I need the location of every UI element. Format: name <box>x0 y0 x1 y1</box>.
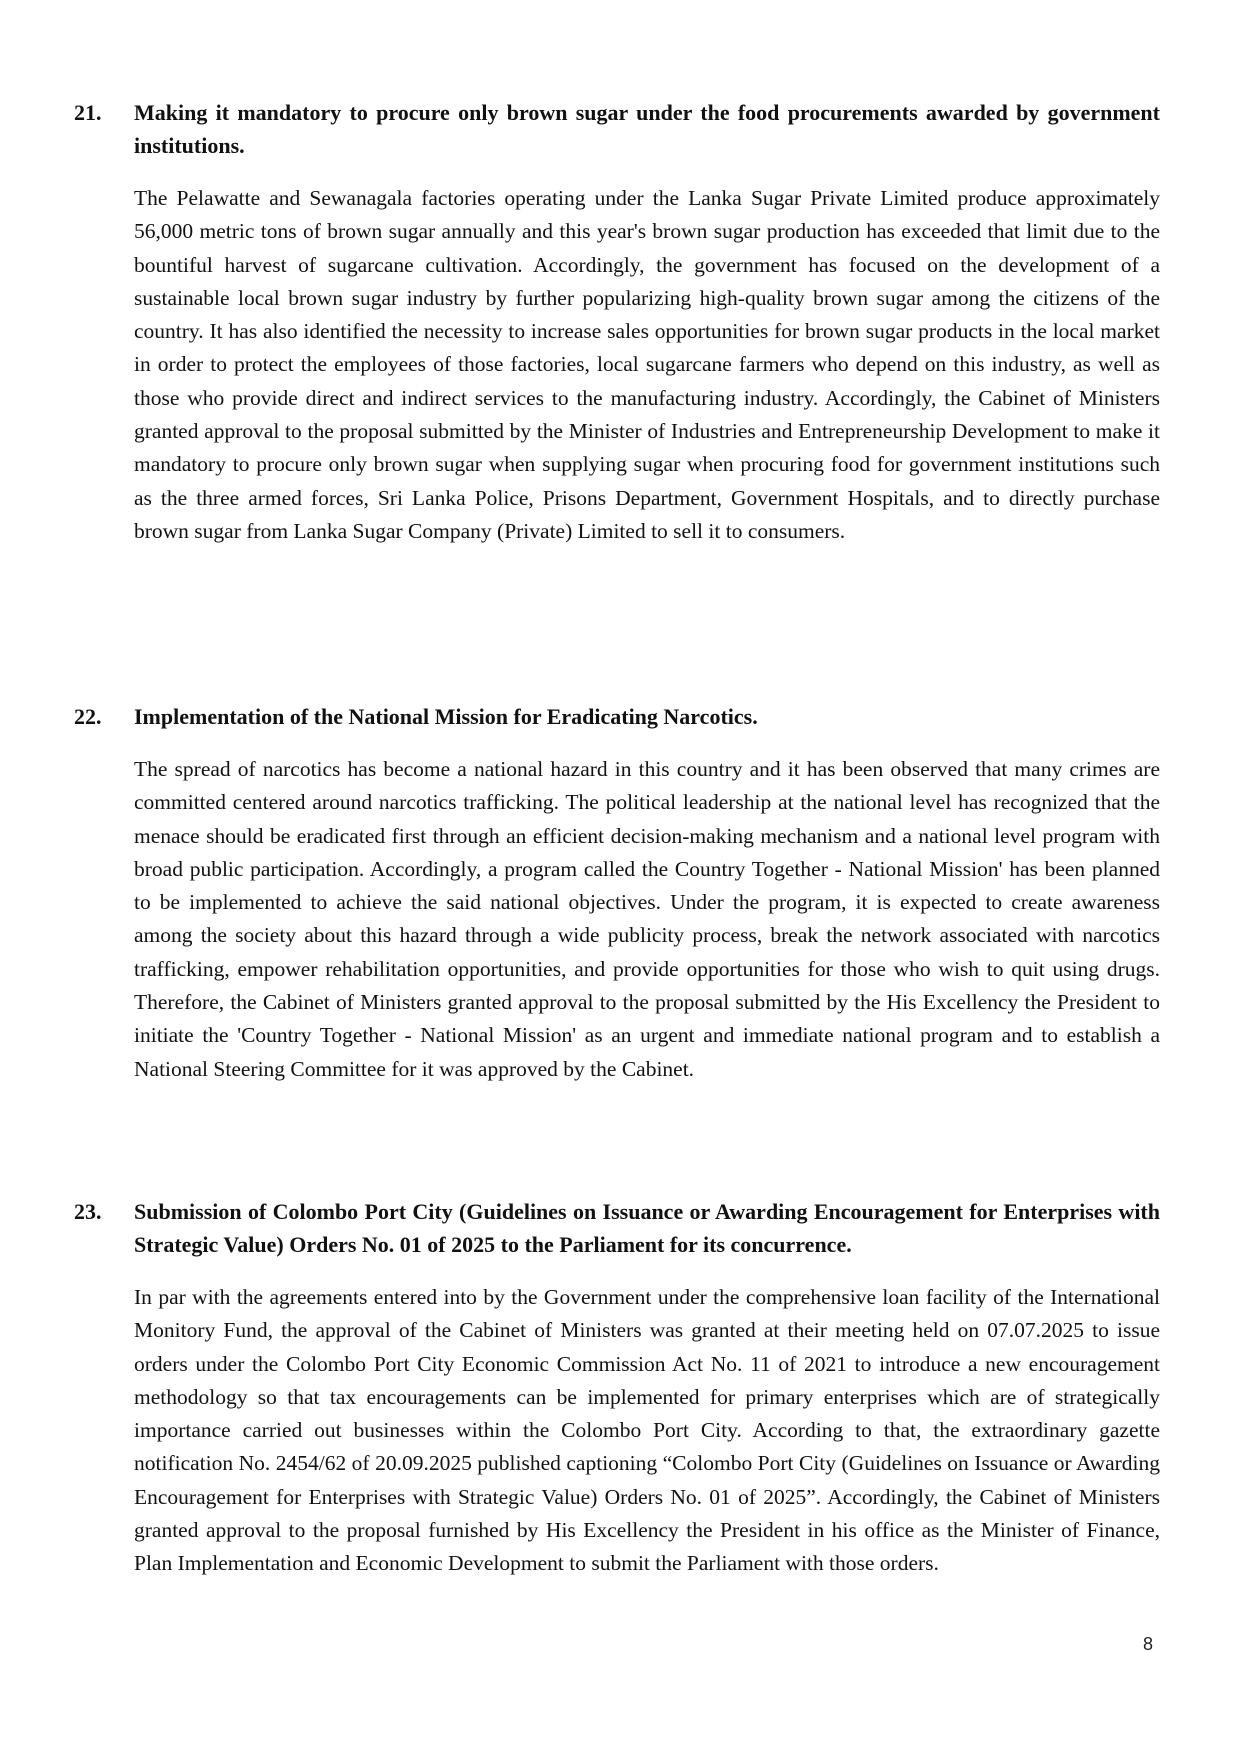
section-number: 21. <box>74 100 102 125</box>
section-title: Making it mandatory to procure only brown sugar under the food procurements awarded by government institutions. <box>134 100 1160 158</box>
section-number: 23. <box>74 1199 102 1224</box>
section-title: Submission of Colombo Port City (Guidelines on Issuance or Awarding Encouragement for Enterprises with Strategic Value) Orders No. 01 of 2025 to the Parliament for its concurrence. <box>134 1199 1160 1257</box>
section-heading <box>74 700 1160 733</box>
section-heading <box>74 1195 1160 1261</box>
section-title: Implementation of the National Mission for Eradicating Narcotics. <box>134 704 758 729</box>
section-22 <box>74 700 1160 1086</box>
section-body: The Pelawatte and Sewanagala factories operating under the Lanka Sugar Private Limited produce approximately 56,000 metric tons of brown sugar annually and this year's brown sugar production has exceeded that limit due to the bountiful harvest of sugarcane cultivation. Accordingly, the government has focused on the development of a sustainable local brown sugar industry by further popularizing high-quality brown sugar among the citizens of the country. It has also identified the necessity to increase sales opportunities for brown sugar products in the local market in order to protect the employees of those factories, local sugarcane farmers who depend on this industry, as well as those who provide direct and indirect services to the manufacturing industry. Accordingly, the Cabinet of Ministers granted approval to the proposal submitted by the Minister of Industries and Entrepreneurship Development to make it mandatory to procure only brown sugar when supplying sugar when procuring food for government institutions such as the three armed forces, Sri Lanka Police, Prisons Department, Government Hospitals, and to directly purchase brown sugar from Lanka Sugar Company (Private) Limited to sell it to consumers. <box>134 186 1160 543</box>
section-body: In par with the agreements entered into by the Government under the comprehensive loan facility of the International Monitory Fund, the approval of the Cabinet of Ministers was granted at their meeting held on 07.07.2025 to issue orders under the Colombo Port City Economic Commission Act No. 11 of 2021 to introduce a new encouragement methodology so that tax encouragements can be implemented for primary enterprises which are of strategically importance carried out businesses within the Colombo Port City. According to that, the extraordinary gazette notification No. 2454/62 of 20.09.2025 published captioning “Colombo Port City (Guidelines on Issuance or Awarding Encouragement for Enterprises with Strategic Value) Orders No. 01 of 2025”. Accordingly, the Cabinet of Ministers granted approval to the proposal furnished by His Excellency the President in his office as the Minister of Finance, Plan Implementation and Economic Development to submit the Parliament with those orders. <box>134 1285 1160 1576</box>
section-21 <box>74 96 1160 548</box>
section-23 <box>74 1195 1160 1581</box>
section-heading <box>74 96 1160 162</box>
page-number: 8 <box>1142 1634 1153 1654</box>
section-number: 22. <box>74 704 102 729</box>
section-body: The spread of narcotics has become a national hazard in this country and it has been observed that many crimes are committed centered around narcotics trafficking. The political leadership at the national level has recognized that the menace should be eradicated first through an efficient decision-making mechanism and a national level program with broad public participation. Accordingly, a program called the Country Together - National Mission' has been planned to be implemented to achieve the said national objectives. Under the program, it is expected to create awareness among the society about this hazard through a wide publicity process, break the network associated with narcotics trafficking, empower rehabilitation opportunities, and provide opportunities for those who wish to quit using drugs. Therefore, the Cabinet of Ministers granted approval to the proposal submitted by the His Excellency the President to initiate the 'Country Together - National Mission' as an urgent and immediate national program and to establish a National Steering Committee for it was approved by the Cabinet. <box>134 757 1160 1081</box>
